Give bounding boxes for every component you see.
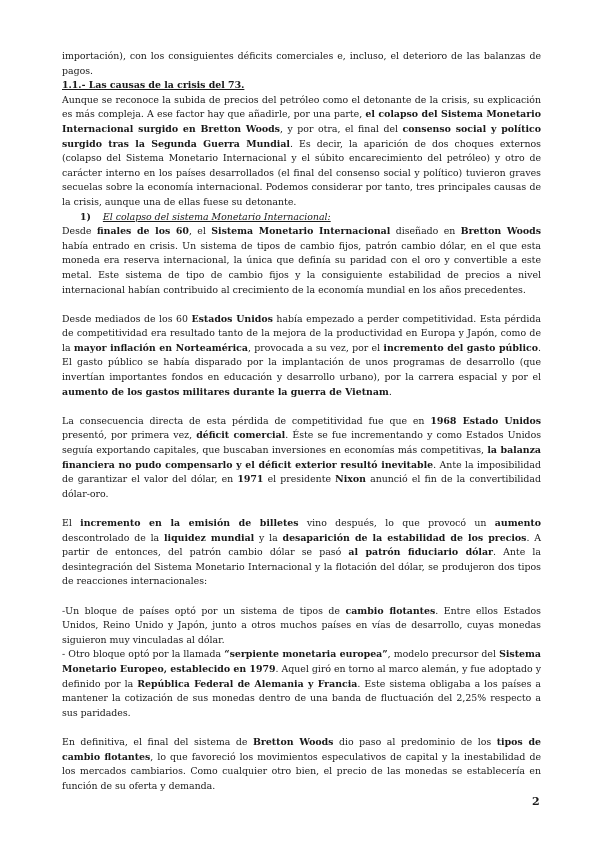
bold-run: 1971 xyxy=(237,474,264,486)
text-run: había entrado en crisis. Un sistema de tipos de cambio fijos, patrón cambio dólar, en el que esta moneda era reserva internacional, la única que definía su paridad con el oro y convertible a este metal. Este sistema de tipo de cambio fijos y la consiguiente estabilidad de precios a nivel internacional habían contribuido al crecimiento de la economía mundial en los años precedentes. xyxy=(62,240,541,296)
text-run: . Entre ellos Estados Unidos, Reino Unido y Japón, junto a otros muchos países en vías de desarrollo, cuyas monedas siguieron muy vinculadas al dólar. xyxy=(62,605,541,646)
bold-run: Nixon xyxy=(335,474,366,486)
paragraph-competitiveness xyxy=(62,313,541,401)
subheading-title: El colapso del sistema Monetario Internacional: xyxy=(102,211,331,223)
text-run: dio paso al predominio de los xyxy=(333,736,497,748)
text-run: Aunque se reconoce la subida de precios del petróleo como el detonante de la crisis, su explicación es más compleja. A ese factor hay que añadirle, por una parte, xyxy=(62,94,541,121)
text-run: En definitiva, el final del sistema de xyxy=(62,736,253,748)
text-run: . El gasto público se había disparado por la implantación de unos programas de desarrollo (que invertían importantes fondos en educación y desarrollo urbano), por la carrera espacial y por el xyxy=(62,342,541,384)
subheading-number: 1) xyxy=(80,211,91,223)
bold-run: desaparición de la estabilidad de los precios xyxy=(282,532,527,544)
text-run: , y por otra, el final del xyxy=(279,123,403,135)
bold-run: “serpiente monetaria europea” xyxy=(224,649,388,661)
bold-run: incremento del gasto público xyxy=(383,342,539,354)
spacer xyxy=(62,721,541,736)
text-run: La consecuencia directa de esta pérdida de competitividad fue que en xyxy=(62,415,431,427)
spacer xyxy=(62,502,541,517)
bold-run: consenso social y político surgido tras la Segunda Guerra Mundial xyxy=(62,123,542,150)
intro-line: importación), con los consiguientes déficits comerciales e, incluso, el deterioro de las balanzas de pagos. xyxy=(62,51,541,77)
text-run: . Ante la desintegración del Sistema Monetario Internacional y la flotación del dólar, se produjeron dos tipos de reacciones internacionales: xyxy=(62,547,541,588)
bold-run: República Federal de Alemania y Francia xyxy=(137,678,358,690)
bold-run: incremento en la emisión de billetes xyxy=(80,518,299,529)
text-run: Desde mediados de los 60 xyxy=(62,313,192,325)
bold-run: al patrón fiduciario dólar xyxy=(348,547,493,559)
text-run: . Es decir, la aparición de dos choques externos (colapso del Sistema Monetario Internacional y el súbito encarecimiento del petróleo) y otro de carácter interno en los países desarrollados (el final del consenso social y político) tuvieron graves secuelas sobre la economía internacional. Podemos considerar por tanto, tres principales causas de la crisis, aunque una de ellas fuese su detonante. xyxy=(62,138,541,208)
text-run: - Otro bloque optó por la llamada xyxy=(62,649,225,661)
spacer xyxy=(62,590,541,605)
bold-run: aumento xyxy=(494,518,541,529)
bold-run: tipos de cambio flotantes xyxy=(62,736,541,763)
text-run: vino después, lo que provocó un xyxy=(298,518,495,529)
text-run: , el xyxy=(188,226,212,238)
text-run: . Éste se fue incrementando y como Estados Unidos seguía exportando capitales, que buscaban inversiones en economías más competitivas, xyxy=(62,430,542,457)
bold-run: cambio flotantes xyxy=(345,605,436,617)
spacer xyxy=(62,298,541,313)
bold-run: Sistema Monetario Europeo, establecido en 1979 xyxy=(62,649,541,675)
section-heading: 1.1.- Las causas de la crisis del 73. xyxy=(62,80,245,92)
text-run: Desde xyxy=(62,226,97,238)
paragraph-conclusion xyxy=(62,736,541,794)
text-run: . Este sistema obligaba a los países a mantener la cotización de sus monedas dentro de una banda de fluctuación del 2,25% respecto a sus paridades. xyxy=(62,678,541,719)
page-body xyxy=(62,50,541,794)
text-run: y la xyxy=(254,532,283,544)
bold-run: déficit comercial xyxy=(196,430,286,442)
text-run: anunció el fin de la convertibilidad dólar-oro. xyxy=(62,474,541,500)
bold-run: aumento de los gastos militares durante la guerra de Vietnam xyxy=(62,386,389,398)
text-run: . Aquel giró en torno al marco alemán, y fue adoptado y definido por la xyxy=(62,663,541,690)
text-run: , provocada a su vez, por el xyxy=(247,342,384,354)
bold-run: 1968 Estado Unidos xyxy=(430,415,541,427)
bold-run: Estados Unidos xyxy=(191,313,273,325)
page-number: 2 xyxy=(532,795,540,808)
paragraph-causes xyxy=(62,94,541,211)
text-run: El xyxy=(62,518,81,529)
bold-run: finales de los 60 xyxy=(96,226,189,238)
text-run: había empezado a perder competitividad. Esta pérdida de competitividad era resultado tanto de la mejora de la productividad en Europa y Japón, como de la xyxy=(62,313,541,354)
bold-run: Bretton Woods xyxy=(460,226,541,238)
text-run: . Ante la imposibilidad de garantizar el valor del dólar, en xyxy=(62,459,541,486)
text-run: , lo que favoreció los movimientos especulativos de capital y la inestabilidad de los mercados cambiarios. Como cualquier otro bien, el precio de las monedas se establecería en función de su oferta y demanda. xyxy=(62,751,541,792)
text-run: . xyxy=(388,386,392,398)
paragraph-european-snake xyxy=(62,648,541,721)
bold-run: el colapso del Sistema Monetario Internacional surgido en Bretton Woods xyxy=(62,109,541,135)
paragraph-bretton-woods xyxy=(62,225,541,298)
text-run: diseñado en xyxy=(390,226,461,238)
text-run: . A partir de entonces, del patrón cambio dólar se pasó xyxy=(62,532,542,559)
bold-run: Sistema Monetario Internacional xyxy=(211,226,391,238)
text-run: presentó, por primera vez, xyxy=(62,430,197,442)
text-run: , modelo precursor del xyxy=(387,649,500,661)
text-run: descontrolado de la xyxy=(62,532,164,544)
bold-run: Bretton Woods xyxy=(252,736,334,748)
bold-run: la balanza financiera no pudo compensarlo y el déficit exterior resultó inevitable xyxy=(62,445,541,471)
paragraph-floating-bloc xyxy=(62,605,541,649)
subheading-collapse xyxy=(62,211,541,226)
paragraph-money-printing xyxy=(62,517,541,590)
paragraph-trade-deficit xyxy=(62,415,541,503)
bold-run: liquidez mundial xyxy=(163,532,255,544)
text-run: el presidente xyxy=(263,474,336,486)
bold-run: mayor inflación en Norteamérica xyxy=(73,342,248,354)
spacer xyxy=(62,400,541,415)
text-run: -Un bloque de países optó por un sistema de tipos de xyxy=(62,605,346,617)
